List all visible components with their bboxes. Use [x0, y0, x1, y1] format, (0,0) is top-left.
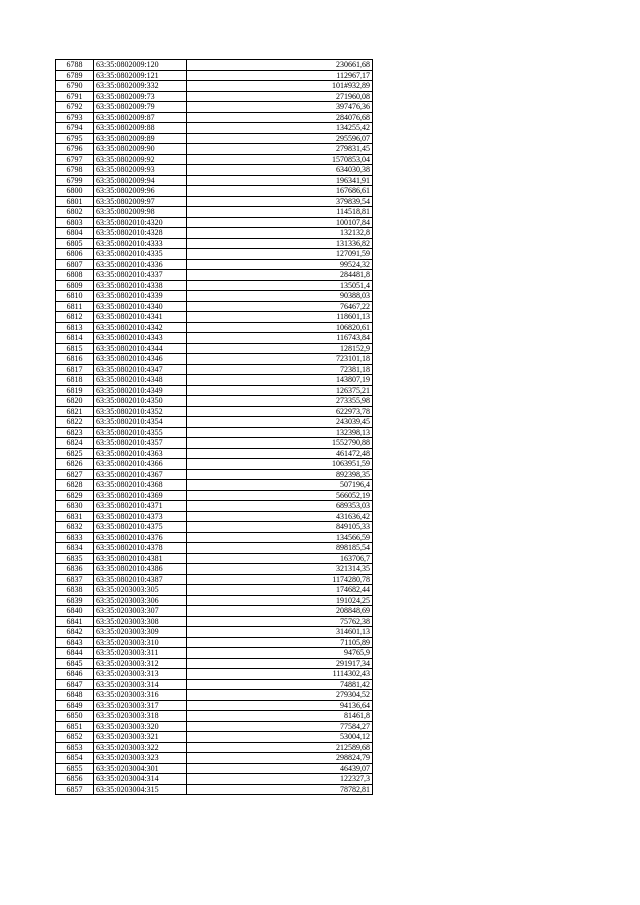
- table-row: [56, 490, 373, 501]
- value-cell: 314601,13: [187, 627, 373, 638]
- value-cell: 634030,38: [187, 165, 373, 176]
- cadastral-number-cell: 63:35:0203003:322: [94, 742, 187, 753]
- table-row: [56, 396, 373, 407]
- value-cell: 114518,81: [187, 207, 373, 218]
- cadastral-number-cell: 63:35:0802010:4386: [94, 564, 187, 575]
- value-cell: 71105,89: [187, 637, 373, 648]
- row-number-cell: 6831: [56, 511, 94, 522]
- row-number-cell: 6802: [56, 207, 94, 218]
- row-number-cell: 6838: [56, 585, 94, 596]
- row-number-cell: 6833: [56, 532, 94, 543]
- value-cell: 76467,22: [187, 301, 373, 312]
- value-cell: 298824,79: [187, 753, 373, 764]
- row-number-cell: 6801: [56, 196, 94, 207]
- row-number-cell: 6846: [56, 669, 94, 680]
- row-number-cell: 6819: [56, 385, 94, 396]
- row-number-cell: 6821: [56, 406, 94, 417]
- table-row: [56, 312, 373, 323]
- value-cell: 128152,9: [187, 343, 373, 354]
- table-row: [56, 102, 373, 113]
- row-number-cell: 6841: [56, 616, 94, 627]
- table-row: [56, 669, 373, 680]
- cadastral-number-cell: 63:35:0802010:4355: [94, 427, 187, 438]
- row-number-cell: 6812: [56, 312, 94, 323]
- cadastral-number-cell: 63:35:0802010:4336: [94, 259, 187, 270]
- value-cell: 75762,38: [187, 616, 373, 627]
- table-row: [56, 721, 373, 732]
- table-row: [56, 343, 373, 354]
- cadastral-number-cell: 63:35:0802010:4381: [94, 553, 187, 564]
- table-row: [56, 459, 373, 470]
- cadastral-number-cell: 63:35:0203004:315: [94, 784, 187, 795]
- table-row: [56, 123, 373, 134]
- table-row: [56, 700, 373, 711]
- table-row: [56, 196, 373, 207]
- cadastral-number-cell: 63:35:0802010:4369: [94, 490, 187, 501]
- cadastral-number-cell: 63:35:0203003:316: [94, 690, 187, 701]
- value-cell: 279304,52: [187, 690, 373, 701]
- value-cell: 622973,78: [187, 406, 373, 417]
- value-cell: 99524,32: [187, 259, 373, 270]
- value-cell: 78782,81: [187, 784, 373, 795]
- cadastral-number-cell: 63:35:0802009:90: [94, 144, 187, 155]
- row-number-cell: 6795: [56, 133, 94, 144]
- cadastral-number-cell: 63:35:0203004:301: [94, 763, 187, 774]
- table-row: [56, 333, 373, 344]
- table-row: [56, 417, 373, 428]
- cadastral-number-cell: 63:35:0802009:73: [94, 91, 187, 102]
- row-number-cell: 6839: [56, 595, 94, 606]
- row-number-cell: 6836: [56, 564, 94, 575]
- cadastral-number-cell: 63:35:0802009:96: [94, 186, 187, 197]
- table-row: [56, 616, 373, 627]
- value-cell: 53004,12: [187, 732, 373, 743]
- value-cell: 112967,17: [187, 70, 373, 81]
- value-cell: 127091,59: [187, 249, 373, 260]
- table-row: [56, 763, 373, 774]
- table-row: [56, 784, 373, 795]
- row-number-cell: 6810: [56, 291, 94, 302]
- row-number-cell: 6798: [56, 165, 94, 176]
- row-number-cell: 6835: [56, 553, 94, 564]
- value-cell: 291917,34: [187, 658, 373, 669]
- row-number-cell: 6797: [56, 154, 94, 165]
- row-number-cell: 6811: [56, 301, 94, 312]
- table-row: [56, 753, 373, 764]
- row-number-cell: 6793: [56, 112, 94, 123]
- value-cell: 1552790,88: [187, 438, 373, 449]
- row-number-cell: 6849: [56, 700, 94, 711]
- cadastral-number-cell: 63:35:0203003:317: [94, 700, 187, 711]
- table-body: [56, 60, 373, 795]
- table-row: [56, 259, 373, 270]
- table-row: [56, 112, 373, 123]
- cadastral-number-cell: 63:35:0802010:4366: [94, 459, 187, 470]
- cadastral-number-cell: 63:35:0802009:94: [94, 175, 187, 186]
- value-cell: 135051,4: [187, 280, 373, 291]
- row-number-cell: 6847: [56, 679, 94, 690]
- row-number-cell: 6851: [56, 721, 94, 732]
- cadastral-number-cell: 63:35:0802010:4341: [94, 312, 187, 323]
- row-number-cell: 6855: [56, 763, 94, 774]
- table-row: [56, 532, 373, 543]
- table-row: [56, 438, 373, 449]
- table-row: [56, 679, 373, 690]
- value-cell: 243039,45: [187, 417, 373, 428]
- table-row: [56, 480, 373, 491]
- table-row: [56, 270, 373, 281]
- value-cell: 100107,84: [187, 217, 373, 228]
- cadastral-number-cell: 63:35:0802010:4342: [94, 322, 187, 333]
- value-cell: 101#932,89: [187, 81, 373, 92]
- cadastral-number-cell: 63:35:0802010:4350: [94, 396, 187, 407]
- cadastral-number-cell: 63:35:0802009:98: [94, 207, 187, 218]
- table-row: [56, 154, 373, 165]
- row-number-cell: 6825: [56, 448, 94, 459]
- table-row: [56, 732, 373, 743]
- cadastral-number-cell: 63:35:0802009:87: [94, 112, 187, 123]
- table-row: [56, 375, 373, 386]
- table-row: [56, 501, 373, 512]
- cadastral-number-cell: 63:35:0802010:4352: [94, 406, 187, 417]
- table-row: [56, 658, 373, 669]
- cadastral-number-cell: 63:35:0802010:4347: [94, 364, 187, 375]
- cadastral-number-cell: 63:35:0802010:4335: [94, 249, 187, 260]
- value-cell: 132398,13: [187, 427, 373, 438]
- row-number-cell: 6850: [56, 711, 94, 722]
- table-row: [56, 207, 373, 218]
- value-cell: 566052,19: [187, 490, 373, 501]
- cadastral-number-cell: 63:35:0203003:314: [94, 679, 187, 690]
- cadastral-number-cell: 63:35:0802010:4343: [94, 333, 187, 344]
- table-row: [56, 217, 373, 228]
- row-number-cell: 6856: [56, 774, 94, 785]
- row-number-cell: 6800: [56, 186, 94, 197]
- value-cell: 208848,69: [187, 606, 373, 617]
- table-row: [56, 280, 373, 291]
- value-cell: 230661,68: [187, 60, 373, 71]
- row-number-cell: 6813: [56, 322, 94, 333]
- value-cell: 431636,42: [187, 511, 373, 522]
- cadastral-number-cell: 63:35:0203004:314: [94, 774, 187, 785]
- row-number-cell: 6815: [56, 343, 94, 354]
- cadastral-number-cell: 63:35:0802010:4378: [94, 543, 187, 554]
- table-row: [56, 406, 373, 417]
- row-number-cell: 6844: [56, 648, 94, 659]
- value-cell: 94765,9: [187, 648, 373, 659]
- table-row: [56, 238, 373, 249]
- row-number-cell: 6809: [56, 280, 94, 291]
- table-row: [56, 690, 373, 701]
- table-row: [56, 564, 373, 575]
- value-cell: 723101,18: [187, 354, 373, 365]
- cadastral-number-cell: 63:35:0802010:4349: [94, 385, 187, 396]
- table-row: [56, 133, 373, 144]
- table-row: [56, 322, 373, 333]
- cadastral-number-cell: 63:35:0203003:309: [94, 627, 187, 638]
- row-number-cell: 6804: [56, 228, 94, 239]
- row-number-cell: 6817: [56, 364, 94, 375]
- table-row: [56, 427, 373, 438]
- row-number-cell: 6843: [56, 637, 94, 648]
- value-cell: 74881,42: [187, 679, 373, 690]
- value-cell: 143807,19: [187, 375, 373, 386]
- table-row: [56, 144, 373, 155]
- table-row: [56, 606, 373, 617]
- cadastral-number-cell: 63:35:0203003:305: [94, 585, 187, 596]
- cadastral-number-cell: 63:35:0802010:4376: [94, 532, 187, 543]
- cadastral-number-cell: 63:35:0802009:332: [94, 81, 187, 92]
- row-number-cell: 6799: [56, 175, 94, 186]
- table-row: [56, 175, 373, 186]
- table-row: [56, 60, 373, 71]
- value-cell: 174682,44: [187, 585, 373, 596]
- row-number-cell: 6837: [56, 574, 94, 585]
- value-cell: 273355,98: [187, 396, 373, 407]
- row-number-cell: 6794: [56, 123, 94, 134]
- value-cell: 898185,54: [187, 543, 373, 554]
- cadastral-number-cell: 63:35:0802009:89: [94, 133, 187, 144]
- value-cell: 397476,36: [187, 102, 373, 113]
- cadastral-number-cell: 63:35:0203003:320: [94, 721, 187, 732]
- value-cell: 94136,64: [187, 700, 373, 711]
- cadastral-number-cell: 63:35:0802009:79: [94, 102, 187, 113]
- value-cell: 72381,18: [187, 364, 373, 375]
- value-cell: 131336,82: [187, 238, 373, 249]
- cadastral-number-cell: 63:35:0203003:310: [94, 637, 187, 648]
- value-cell: 1570853,04: [187, 154, 373, 165]
- value-cell: 191024,25: [187, 595, 373, 606]
- table-row: [56, 469, 373, 480]
- cadastral-number-cell: 63:35:0802010:4371: [94, 501, 187, 512]
- table-row: [56, 448, 373, 459]
- row-number-cell: 6814: [56, 333, 94, 344]
- row-number-cell: 6852: [56, 732, 94, 743]
- row-number-cell: 6788: [56, 60, 94, 71]
- value-cell: 46439,07: [187, 763, 373, 774]
- value-cell: 321314,35: [187, 564, 373, 575]
- value-cell: 118601,13: [187, 312, 373, 323]
- cadastral-number-cell: 63:35:0802010:4357: [94, 438, 187, 449]
- value-cell: 163706,7: [187, 553, 373, 564]
- cadastral-number-cell: 63:35:0203003:307: [94, 606, 187, 617]
- cadastral-number-cell: 63:35:0203003:308: [94, 616, 187, 627]
- row-number-cell: 6822: [56, 417, 94, 428]
- cadastral-number-cell: 63:35:0802010:4337: [94, 270, 187, 281]
- value-cell: 849105,33: [187, 522, 373, 533]
- value-cell: 106820,61: [187, 322, 373, 333]
- value-cell: 379839,54: [187, 196, 373, 207]
- row-number-cell: 6853: [56, 742, 94, 753]
- value-cell: 689353,03: [187, 501, 373, 512]
- cadastral-number-cell: 63:35:0802010:4354: [94, 417, 187, 428]
- table-row: [56, 354, 373, 365]
- cadastral-number-cell: 63:35:0802010:4333: [94, 238, 187, 249]
- cadastral-number-cell: 63:35:0203003:313: [94, 669, 187, 680]
- cadastral-number-cell: 63:35:0802010:4348: [94, 375, 187, 386]
- table-row: [56, 595, 373, 606]
- table-row: [56, 742, 373, 753]
- row-number-cell: 6834: [56, 543, 94, 554]
- row-number-cell: 6826: [56, 459, 94, 470]
- row-number-cell: 6845: [56, 658, 94, 669]
- table-row: [56, 774, 373, 785]
- value-cell: 134566,59: [187, 532, 373, 543]
- cadastral-number-cell: 63:35:0203003:306: [94, 595, 187, 606]
- value-cell: 212589,68: [187, 742, 373, 753]
- value-cell: 1114302,43: [187, 669, 373, 680]
- table-row: [56, 574, 373, 585]
- row-number-cell: 6854: [56, 753, 94, 764]
- cadastral-number-cell: 63:35:0802010:4363: [94, 448, 187, 459]
- table-row: [56, 511, 373, 522]
- value-cell: 167686,61: [187, 186, 373, 197]
- value-cell: 132132,8: [187, 228, 373, 239]
- value-cell: 271960,08: [187, 91, 373, 102]
- cadastral-number-cell: 63:35:0802010:4344: [94, 343, 187, 354]
- row-number-cell: 6808: [56, 270, 94, 281]
- table-row: [56, 385, 373, 396]
- row-number-cell: 6832: [56, 522, 94, 533]
- cadastral-number-cell: 63:35:0802010:4320: [94, 217, 187, 228]
- table-row: [56, 249, 373, 260]
- row-number-cell: 6816: [56, 354, 94, 365]
- row-number-cell: 6790: [56, 81, 94, 92]
- table-row: [56, 522, 373, 533]
- cadastral-number-cell: 63:35:0802010:4373: [94, 511, 187, 522]
- row-number-cell: 6820: [56, 396, 94, 407]
- value-cell: 507196,4: [187, 480, 373, 491]
- value-cell: 116743,84: [187, 333, 373, 344]
- table-row: [56, 543, 373, 554]
- data-table: [55, 59, 373, 795]
- table-row: [56, 553, 373, 564]
- cadastral-number-cell: 63:35:0802010:4339: [94, 291, 187, 302]
- row-number-cell: 6830: [56, 501, 94, 512]
- cadastral-number-cell: 63:35:0802009:121: [94, 70, 187, 81]
- row-number-cell: 6857: [56, 784, 94, 795]
- cadastral-number-cell: 63:35:0203003:318: [94, 711, 187, 722]
- row-number-cell: 6803: [56, 217, 94, 228]
- table-row: [56, 648, 373, 659]
- row-number-cell: 6827: [56, 469, 94, 480]
- row-number-cell: 6807: [56, 259, 94, 270]
- cadastral-number-cell: 63:35:0802010:4340: [94, 301, 187, 312]
- value-cell: 461472,48: [187, 448, 373, 459]
- row-number-cell: 6796: [56, 144, 94, 155]
- row-number-cell: 6789: [56, 70, 94, 81]
- cadastral-number-cell: 63:35:0802010:4338: [94, 280, 187, 291]
- row-number-cell: 6824: [56, 438, 94, 449]
- table-row: [56, 637, 373, 648]
- cadastral-number-cell: 63:35:0802010:4346: [94, 354, 187, 365]
- row-number-cell: 6823: [56, 427, 94, 438]
- row-number-cell: 6806: [56, 249, 94, 260]
- cadastral-number-cell: 63:35:0203003:311: [94, 648, 187, 659]
- value-cell: 279831,45: [187, 144, 373, 155]
- table-row: [56, 585, 373, 596]
- cadastral-number-cell: 63:35:0802009:120: [94, 60, 187, 71]
- table-row: [56, 165, 373, 176]
- value-cell: 134255,42: [187, 123, 373, 134]
- value-cell: 284076,68: [187, 112, 373, 123]
- row-number-cell: 6848: [56, 690, 94, 701]
- table-row: [56, 228, 373, 239]
- cadastral-number-cell: 63:35:0802010:4375: [94, 522, 187, 533]
- value-cell: 81461,8: [187, 711, 373, 722]
- value-cell: 892398,35: [187, 469, 373, 480]
- cadastral-number-cell: 63:35:0802010:4367: [94, 469, 187, 480]
- row-number-cell: 6791: [56, 91, 94, 102]
- row-number-cell: 6842: [56, 627, 94, 638]
- cadastral-number-cell: 63:35:0802010:4368: [94, 480, 187, 491]
- row-number-cell: 6840: [56, 606, 94, 617]
- row-number-cell: 6792: [56, 102, 94, 113]
- table-row: [56, 711, 373, 722]
- cadastral-number-cell: 63:35:0802009:88: [94, 123, 187, 134]
- table-row: [56, 291, 373, 302]
- table-row: [56, 301, 373, 312]
- cadastral-number-cell: 63:35:0802010:4328: [94, 228, 187, 239]
- table-row: [56, 627, 373, 638]
- table-row: [56, 70, 373, 81]
- cadastral-number-cell: 63:35:0203003:312: [94, 658, 187, 669]
- table-row: [56, 364, 373, 375]
- cadastral-number-cell: 63:35:0203003:321: [94, 732, 187, 743]
- table-row: [56, 91, 373, 102]
- table-row: [56, 81, 373, 92]
- value-cell: 284481,8: [187, 270, 373, 281]
- cadastral-number-cell: 63:35:0802009:92: [94, 154, 187, 165]
- value-cell: 126375,21: [187, 385, 373, 396]
- row-number-cell: 6828: [56, 480, 94, 491]
- value-cell: 77584,27: [187, 721, 373, 732]
- table-row: [56, 186, 373, 197]
- cadastral-number-cell: 63:35:0802009:97: [94, 196, 187, 207]
- cadastral-number-cell: 63:35:0203003:323: [94, 753, 187, 764]
- value-cell: 90388,03: [187, 291, 373, 302]
- value-cell: 196341,91: [187, 175, 373, 186]
- row-number-cell: 6818: [56, 375, 94, 386]
- row-number-cell: 6805: [56, 238, 94, 249]
- value-cell: 122327,3: [187, 774, 373, 785]
- value-cell: 295596,07: [187, 133, 373, 144]
- value-cell: 1174280,78: [187, 574, 373, 585]
- cadastral-number-cell: 63:35:0802010:4387: [94, 574, 187, 585]
- value-cell: 1063951,59: [187, 459, 373, 470]
- cadastral-number-cell: 63:35:0802009:93: [94, 165, 187, 176]
- row-number-cell: 6829: [56, 490, 94, 501]
